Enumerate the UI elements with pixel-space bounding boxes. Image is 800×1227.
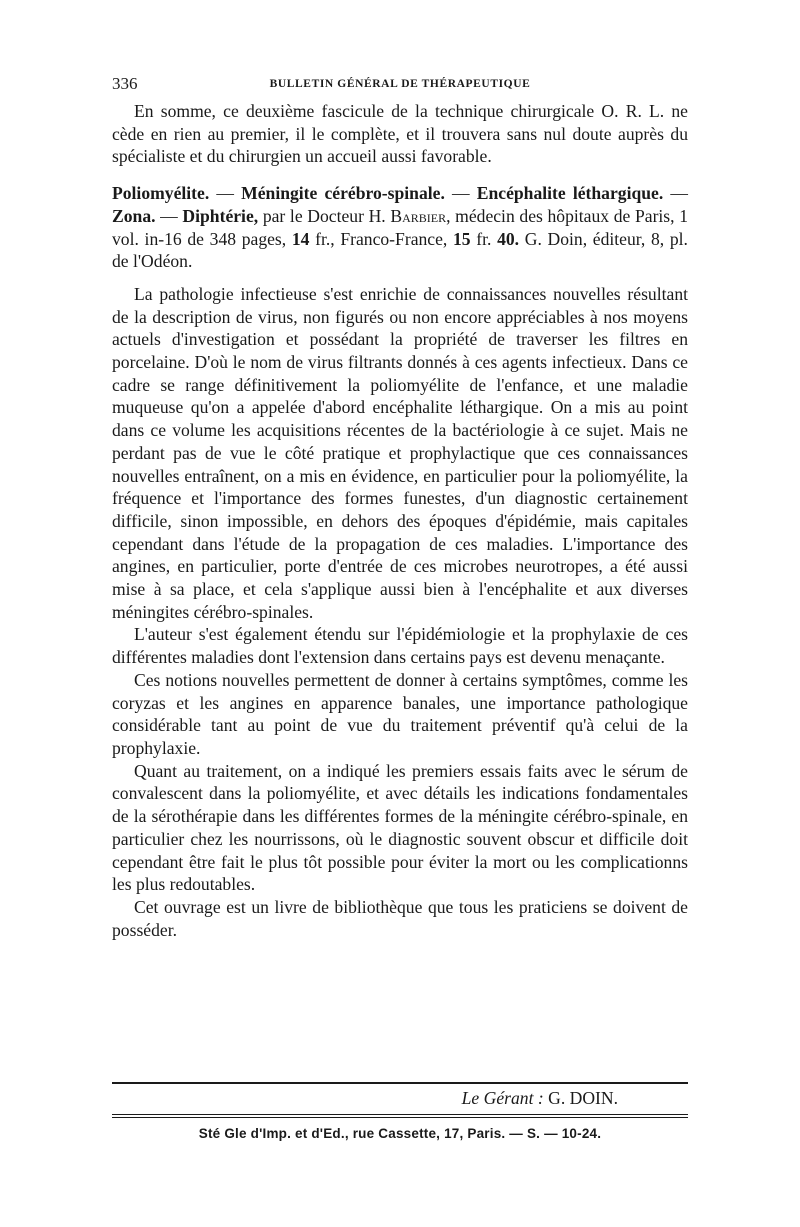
printer-imprint: Sté Gle d'Imp. et d'Ed., rue Cassette, 17, Paris. — S. — 10-24. [198, 1126, 602, 1141]
review-sep-3: — [663, 183, 689, 204]
review-details-3: fr. [470, 228, 498, 249]
page-footer [112, 1082, 688, 1141]
review-price-3: 40. [497, 228, 520, 249]
review-author: Barbier, [390, 205, 451, 226]
review-price-1: 14 [291, 228, 310, 249]
footer-rule-upper [112, 1114, 688, 1115]
gerant-label: Le Gérant : [461, 1088, 544, 1108]
review-title-5: Diphtérie, [182, 205, 259, 226]
book-review-heading [112, 182, 688, 273]
gerant-line [112, 1086, 688, 1110]
review-price-2: 15 [452, 228, 471, 249]
body-paragraph: Ces notions nouvelles permettent de donner à certains symptômes, comme les coryzas et les angines en apparence banales, une importance pathologique considérable tant au point de vue du traitement préventif qu'à celui de la prophylaxie. [112, 669, 688, 758]
review-details-4: G. Doin, éditeur, 8, pl. de l'Odéon. [112, 228, 688, 272]
footer-rule-lower [112, 1117, 688, 1118]
body-paragraph: Quant au traitement, on a indiqué les premiers essais faits avec le sérum de convalescent dans la poliomyélite, et avec détails les indications fondamentales de la sérothérapie dans les différentes formes de la méningite cérébro-spinale, en particulier chez les nourrissons, où le diagnostic souvent obscur et difficile doit cependant être fait le plus tôt possible pour éviter la mort ou les complicationns les plus redoutables. [112, 760, 688, 895]
gerant-name: G. DOIN. [543, 1088, 618, 1108]
review-sep-2: — [444, 183, 477, 204]
intro-paragraph: En somme, ce deuxième fascicule de la technique chirurgicale O. R. L. ne cède en rien au premier, il le complète, et il trouvera sans nul doute auprès du spécialiste et du chirurgien un accueil aussi favorable. [112, 101, 688, 167]
body-paragraph: La pathologie infectieuse s'est enrichie de connaissances nouvelles résultant de la description de virus, non figurés ou non encore appréciables à nos moyens actuels d'investigation et possédant la propriété de traverser les filtres en porcelaine. D'où le nom de virus filtrants donnés à ces agents infectieux. Dans ce cadre se range définitivement la poliomyélite de l'enfance, et une maladie muqueuse qu'on a appelée d'abord encéphalite léthargique. On a mis au point dans ce volume les acquisitions récentes de la bactériologie à ce sujet. Mais ne perdant pas de vue le côté pratique et prophylactique que ces connaissances nouvelles entraînent, on a mis en évidence, en particulier pour la poliomyélite, la fréquence et l'importance des formes funestes, d'un diagnostic certainement difficile, sinon impossible, en dehors des époques d'épidémie, mais capitales cependant dans l'étude de la propagation de ces maladies. L'importance des angines, en particulier, porte d'entrée de ces microbes neurotropes, a été aussi mise à sa place, et cela s'applique aussi bien à l'encéphalite et aux diverses méningites cérébro-spinales. [112, 283, 688, 622]
review-details-2: fr., Franco-France, [309, 228, 453, 249]
review-sep-1: — [209, 183, 242, 204]
body-paragraph: L'auteur s'est également étendu sur l'épidémiologie et la prophylaxie de ces différentes maladies dont l'extension dans certains pays est devenu menaçante. [112, 624, 688, 668]
running-head: BULLETIN GÉNÉRAL DE THÉRAPEUTIQUE [269, 78, 531, 90]
footer-rule [112, 1082, 688, 1084]
page-header [112, 70, 688, 100]
review-title-1: Poliomyélite. [112, 183, 210, 204]
review-sep-4: — [155, 205, 183, 226]
page-number: 336 [112, 74, 138, 93]
body-paragraph: Cet ouvrage est un livre de bibliothèque que tous les praticiens se doivent de posséder. [112, 896, 688, 940]
review-title-4: Zona. [112, 205, 156, 226]
review-title-3: Encéphalite léthargique. [476, 183, 664, 204]
page [112, 70, 688, 941]
review-citation [112, 182, 688, 273]
review-details-1: médecin des hôpitaux de Paris, 1 vol. in-16 de 348 pages, [112, 205, 689, 249]
review-by: par le Docteur H. [258, 205, 391, 226]
review-title-2: Méningite cérébro-spinale. [241, 183, 445, 204]
